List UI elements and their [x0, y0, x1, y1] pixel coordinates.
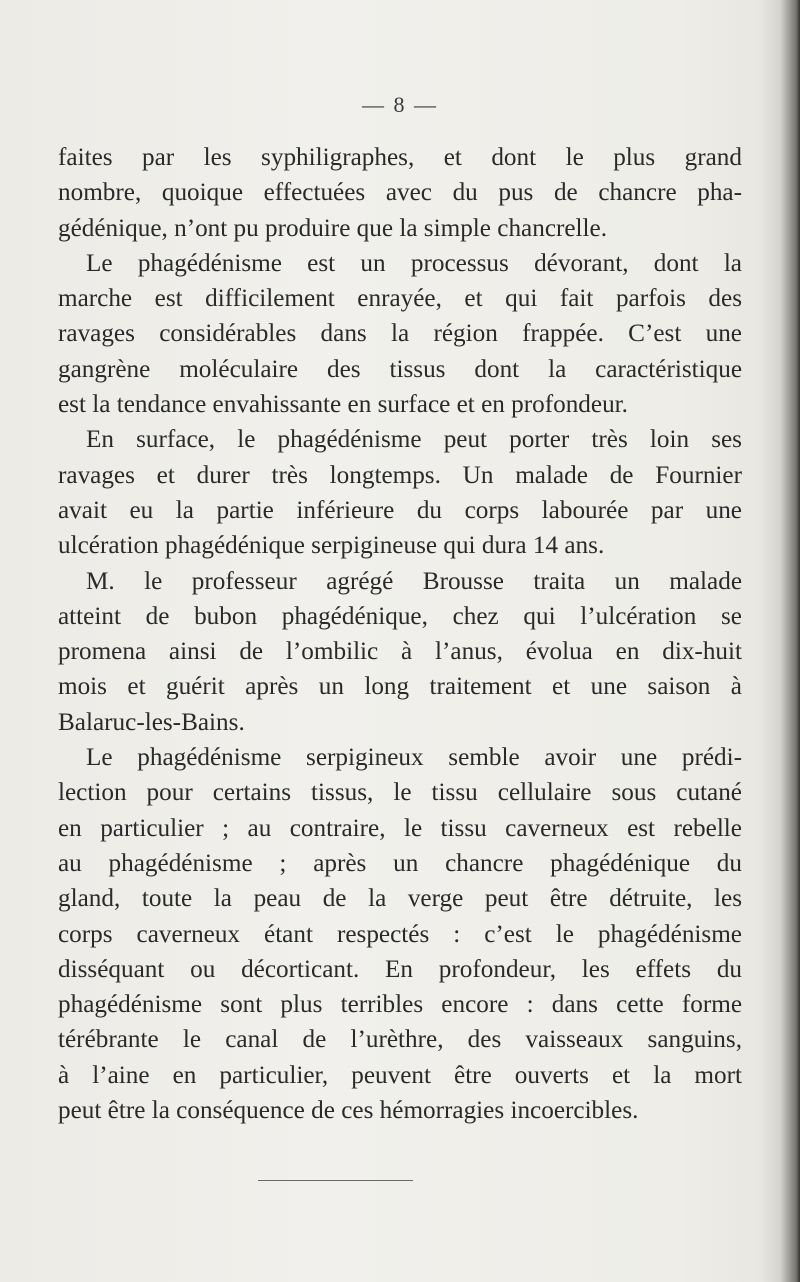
text-line: gédénique, n’ont pu produire que la simple chancrelle.	[58, 214, 608, 242]
text-line: M. le professeur agrégé Brousse traita un malade	[86, 567, 742, 595]
text-line: nombre, quoique effectuées avec du pus de chancre pha-	[58, 179, 742, 207]
text-line: atteint de bubon phagédénique, chez qui l’ulcération se	[58, 602, 742, 630]
text-line: faites par les syphiligraphes, et dont le plus grand	[58, 144, 742, 171]
page-number: — 8 —	[362, 92, 438, 117]
body-text	[58, 140, 742, 1128]
text-line: est la tendance envahissante en surface et en profondeur.	[58, 391, 628, 419]
text-line: disséquant ou décorticant. En profondeur, les effets du	[58, 955, 742, 983]
text-line: térébrante le canal de l’urèthre, des vaisseaux sanguins,	[58, 1026, 742, 1054]
text-line: lection pour certains tissus, le tissu cellulaire sous cutané	[58, 779, 742, 807]
text-line: marche est difficilement enrayée, et qui fait parfois des	[58, 285, 742, 313]
text-line: à l’aine en particulier, peuvent être ouverts et la mort	[58, 1061, 742, 1089]
text-line: gland, toute la peau de la verge peut être détruite, les	[58, 885, 742, 913]
text-line: En surface, le phagédénisme peut porter très loin ses	[86, 426, 742, 454]
text-line: phagédénisme sont plus terribles encore : dans cette forme	[58, 991, 742, 1019]
text-line: au phagédénisme ; après un chancre phagédénique du	[58, 849, 742, 877]
text-line: Le phagédénisme est un processus dévorant, dont la	[86, 249, 742, 277]
text-line: gangrène moléculaire des tissus dont la caractéristique	[58, 355, 742, 383]
text-line: avait eu la partie inférieure du corps labourée par une	[58, 496, 742, 524]
text-line: peut être la conséquence de ces hémorragies incoercibles.	[58, 1097, 639, 1125]
text-line: ravages considérables dans la région frappée. C’est une	[58, 320, 742, 348]
footnote-rule	[258, 1180, 413, 1181]
text-line: ravages et durer très longtemps. Un malade de Fournier	[58, 461, 742, 489]
text-line: corps caverneux étant respectés : c’est le phagédénisme	[58, 920, 742, 948]
text-line: promena ainsi de l’ombilic à l’anus, évolua en dix-huit	[58, 638, 742, 666]
text-line: mois et guérit après un long traitement et une saison à	[58, 673, 742, 701]
text-line: en particulier ; au contraire, le tissu caverneux est rebelle	[58, 814, 742, 842]
text-line: Balaruc-les-Bains.	[58, 708, 245, 736]
text-line: Le phagédénisme serpigineux semble avoir une prédi-	[86, 744, 742, 772]
text-line: ulcération phagédénique serpigineuse qui dura 14 ans.	[58, 532, 605, 560]
page-edge-shadow	[760, 0, 800, 1282]
